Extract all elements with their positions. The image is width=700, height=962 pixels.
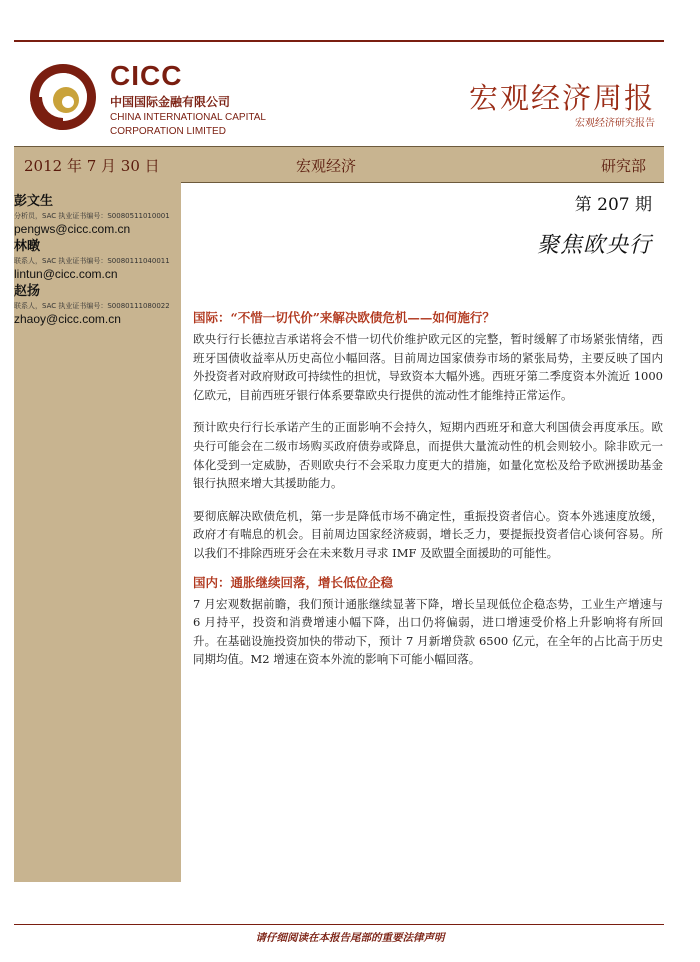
- section-heading-domestic: 国内：通胀继续回落，增长低位企稳: [193, 574, 394, 590]
- author-email[interactable]: zhaoy@cicc.com.cn: [14, 312, 121, 326]
- report-subtitle: 宏观经济研究报告: [575, 118, 655, 129]
- cicc-swirl-logo-icon: [28, 62, 98, 132]
- paragraph: 要彻底解决欧债危机，第一步是降低市场不确定性，重振投资者信心。资本外逃速度放缓，政府才有喘息的机会。目前周边国家经济疲弱，增长乏力，要提振投资者信心谈何容易。所以我们不排除西班牙会在未来数月寻求 IMF 及欧盟全面援助的可能性。: [193, 508, 663, 560]
- headline: 聚焦欧央行: [536, 233, 652, 258]
- brand-name-en-line2: CORPORATION LIMITED: [110, 126, 226, 137]
- brand-name-en-line1: CHINA INTERNATIONAL CAPITAL: [110, 112, 266, 123]
- brand-block: [110, 62, 266, 138]
- author-2: [14, 235, 170, 281]
- author-name: 彭文生: [14, 194, 54, 209]
- author-role: 分析员，SAC 执业证书编号：S0080511010001: [14, 212, 170, 220]
- report-department: 研究部: [600, 157, 646, 175]
- top-divider: [14, 40, 664, 42]
- author-email[interactable]: lintun@cicc.com.cn: [14, 267, 118, 281]
- header-banner: [14, 146, 664, 183]
- author-name: 赵扬: [14, 284, 41, 299]
- author-role: 联系人，SAC 执业证书编号：S0080111080022: [14, 302, 170, 310]
- author-3: [14, 280, 170, 326]
- report-date: 2012 年 7 月 30 日: [24, 157, 160, 175]
- author-1: [14, 190, 170, 236]
- report-category: 宏观经济: [296, 157, 357, 175]
- brand-name-cn: 中国国际金融有限公司: [110, 95, 231, 109]
- legal-disclaimer-notice: 请仔细阅读在本报告尾部的重要法律声明: [255, 932, 445, 944]
- report-title: 宏观经济周报: [468, 81, 655, 115]
- section-heading-international: 国际：“不惜一切代价”来解决欧债危机——如何施行？: [193, 310, 495, 325]
- author-email[interactable]: pengws@cicc.com.cn: [14, 222, 131, 236]
- issue-number: 第 207 期: [574, 195, 652, 215]
- paragraph: 7 月宏观数据前瞻，我们预计通胀继续显著下降，增长呈现低位企稳态势，工业生产增速与 6 月持平，投资和消费增速小幅下降，出口仍将偏弱，进口增速受价格上升影响将有所回升。在基础设施投资加快的带动下，预计 7 月新增贷款 6500 亿元，在全年的占比高于历史同期均值。M2 增速在资本外流的影响下可能小幅回落。: [193, 596, 663, 667]
- paragraph: 预计欧央行行长承诺产生的正面影响不会持久，短期内西班牙和意大利国债会再度承压。欧央行可能会在二级市场购买政府债券或降息，而提供大量流动性的机会则较小。除非欧元一体化受到一定威胁，否则欧央行不会采取力度更大的措施，如量化宽松及给予欧洲援助基金银行执照来增大其援助能力。: [193, 420, 663, 491]
- author-role: 联系人，SAC 执业证书编号：S0080111040011: [14, 257, 170, 265]
- brand-name: CICC: [110, 60, 183, 91]
- report-body: [193, 308, 663, 683]
- paragraph: 欧央行行长德拉吉承诺将会不惜一切代价维护欧元区的完整，暂时缓解了市场紧张情绪，西班牙国债收益率从历史高位小幅回落。目前周边国家债券市场的紧张局势，主要反映了国内外投资者对政府财政可持续性的担忧，导致资本大幅外逃。西班牙第二季度资本外流近 1000 亿欧元，目前西班牙银行体系要靠欧央行提供的流动性才能维持正常运作。: [193, 332, 663, 402]
- author-name: 林暾: [14, 239, 41, 254]
- bottom-divider: [14, 924, 664, 925]
